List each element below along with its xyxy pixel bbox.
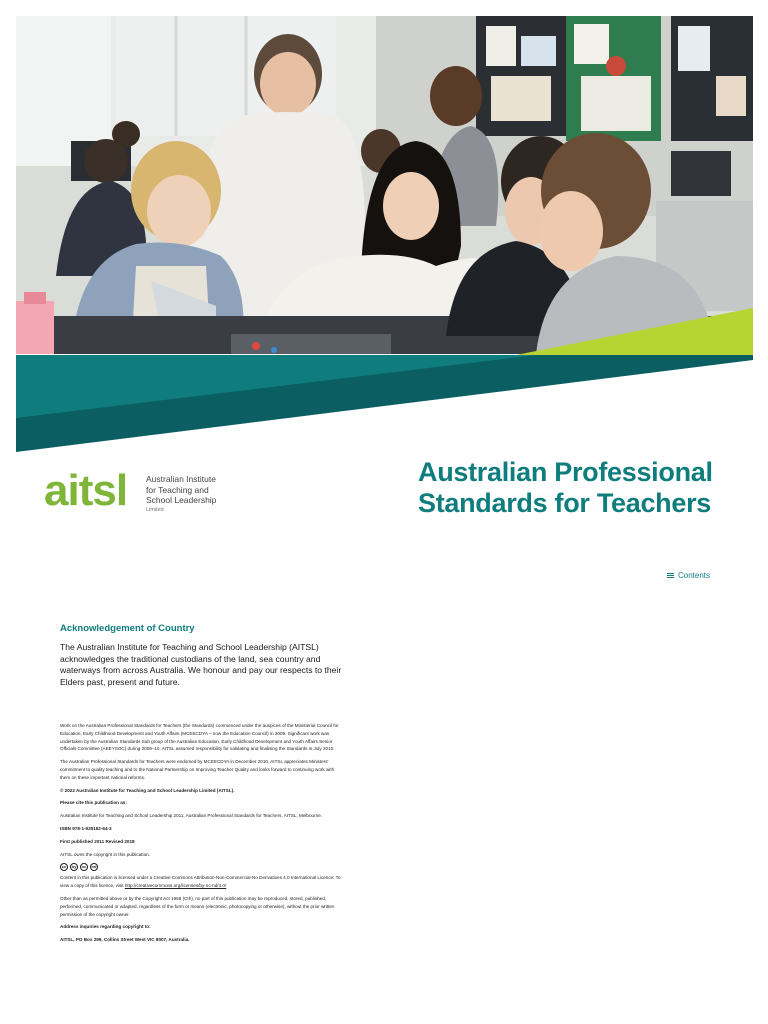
licence-statement: Content in this publication is licensed under a Creative Commons Attribution-Non-Commercial-No Derivatives 4.0 International Licence. To view a copy of this licence, visit xyxy=(60,875,341,889)
title-line-2: Standards for Teachers xyxy=(418,488,711,518)
copyright-owner: AITSL owns the copyright in this publication. xyxy=(60,851,150,857)
other-use-notice: Other than as permitted above or by the Copyright Act 1968 (Cth), no part of this publication may be reproduced, stored, published, performed, communicated or adapted, regardless of the form or means (electronic, photocopying or otherwise), without the prior written permission of the copyright owner. xyxy=(60,895,335,917)
cite-label: Please cite this publication as: xyxy=(60,800,127,806)
fine-print xyxy=(60,722,345,949)
acknowledgement-body: The Australian Institute for Teaching and School Leadership (AITSL) acknowledges the traditional custodians of the land, sea country and waterways from across Australia. We honour and pay our respects to their Elders past, present and future. xyxy=(60,642,342,687)
fine-print-history: Work on the Australian Professional Standards for Teachers (the Standards) commenced under the auspices of the Ministerial Council for Education, Early Childhood Development and Youth Affairs (MCEECDYA – now the Education Council) in 2009. Significant work was undertaken by the Australian Standards Sub group of the Australian Education, Early Childhood Development and Youth Affairs Senior Officials Committee (AEEYSOC) during 2009–10. AITSL assumed responsibility for validating and finalising the Standards in July 2010. xyxy=(60,723,339,752)
aitsl-logo-mark: aitsl xyxy=(44,466,128,515)
aitsl-logo-text xyxy=(146,474,216,514)
logo-line-3: School Leadership xyxy=(146,495,217,505)
cc-icon: cc xyxy=(61,864,67,870)
address-label: Address inquiries regarding copyright to: xyxy=(60,924,151,930)
postal-address: AITSL, PO Box 299, Collins Street West VIC 8007, Australia. xyxy=(60,937,190,943)
logo-line-1: Australian Institute xyxy=(146,474,216,484)
teal-lime-banner-shape xyxy=(16,300,753,455)
licence-text xyxy=(60,874,345,890)
title-line-1: Australian Professional xyxy=(418,457,713,487)
logo-line-4: Limited xyxy=(146,506,164,513)
decorative-color-band xyxy=(16,300,753,455)
cc-nc-icon: nc xyxy=(81,864,87,870)
menu-icon xyxy=(667,573,674,579)
contents-label: Contents xyxy=(678,571,711,580)
document-title xyxy=(418,457,748,519)
logo-line-2: for Teaching and xyxy=(146,484,209,495)
aitsl-logo xyxy=(44,466,234,520)
contents-link[interactable] xyxy=(667,571,710,580)
copyright-notice: © 2022 Australian Institute for Teaching and School Leadership Limited (AITSL). xyxy=(60,787,235,793)
cc-by-icon: by xyxy=(71,864,77,870)
fine-print-endorsement: The Australian Professional Standards for Teachers were endorsed by MCEECDYA in December 2010. AITSL appreciates Ministers' commitment to quality teaching and to the National Partnership on Improving Teacher Quality and looks forward to continuing work with them on these important national reforms. xyxy=(60,759,335,780)
cc-nd-icon: nd xyxy=(91,864,97,870)
licence-url-link[interactable]: http://creativecommons.org/licenses/by-nc-nd/4.0/ xyxy=(124,883,227,889)
acknowledgement-heading: Acknowledgement of Country xyxy=(60,623,195,634)
creative-commons-icons xyxy=(60,863,345,871)
publication-date: First published 2011 Revised 2018 xyxy=(60,838,135,844)
citation: Australian Institute for Teaching and School Leadership 2011, Australian Professional Standards for Teachers, AITSL, Melbourne. xyxy=(60,813,323,819)
isbn: ISBN 978-1-925192-64-3 xyxy=(60,825,112,831)
